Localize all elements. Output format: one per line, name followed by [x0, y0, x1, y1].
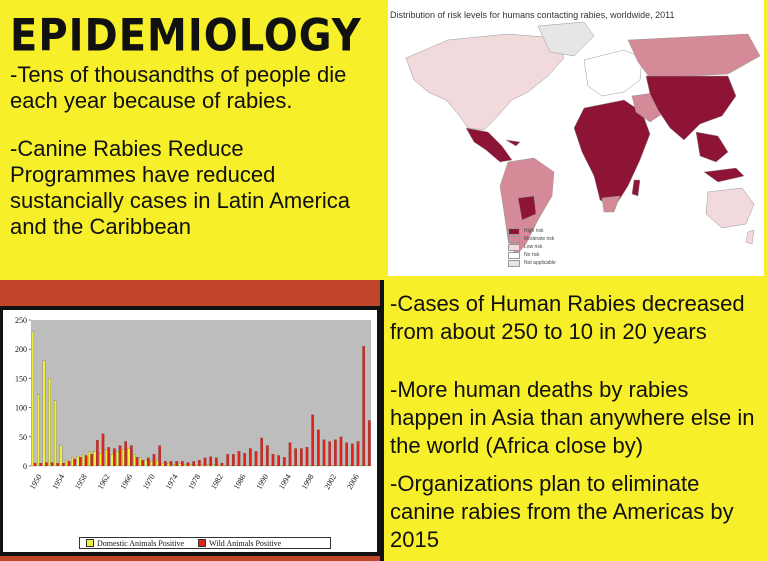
bullet-cases-decreased: -Cases of Human Rabies decreased from about 250 to 10 in 20 years: [390, 291, 745, 344]
map-caribbean: [506, 140, 520, 146]
bullet-asia-deaths: -More human deaths by rabies happen in Asia than anywhere else in the world (Africa close by): [390, 377, 755, 458]
bar-domestic: [309, 465, 311, 466]
map-legend: [508, 227, 556, 267]
bar-wild: [62, 463, 64, 466]
bar-domestic: [354, 465, 356, 466]
map-asia: [646, 76, 736, 140]
bar-wild: [159, 446, 161, 466]
bar-wild: [278, 455, 280, 466]
bar-wild: [238, 451, 240, 466]
bar-wild: [329, 441, 331, 466]
map-madagascar: [632, 180, 640, 196]
bar-domestic: [37, 395, 39, 466]
bar-wild: [68, 461, 70, 466]
bar-domestic: [264, 465, 266, 466]
bar-domestic: [218, 465, 220, 466]
bar-wild: [351, 444, 353, 466]
bar-domestic: [111, 454, 113, 466]
map-indonesia: [704, 168, 744, 182]
world-map: [388, 0, 764, 276]
bar-wild: [295, 448, 297, 466]
rabies-bar-chart: [3, 310, 377, 552]
bar-wild: [249, 448, 251, 466]
legend-high-risk: High risk: [508, 227, 556, 235]
bottom-left-panel: [0, 280, 384, 561]
bar-domestic: [275, 465, 277, 466]
x-tick-label: 1978: [186, 472, 203, 491]
bar-domestic: [235, 465, 237, 466]
bar-domestic: [230, 465, 232, 466]
bar-domestic: [292, 465, 294, 466]
map-title: Distribution of risk levels for humans contacting rabies, worldwide, 2011: [390, 10, 675, 20]
y-tick-label: 150: [15, 374, 27, 384]
bar-domestic: [77, 456, 79, 466]
bar-wild: [232, 454, 234, 466]
map-southeast-asia: [696, 132, 728, 162]
bar-domestic: [43, 361, 45, 466]
legend-wild-swatch: [198, 539, 206, 547]
bar-domestic: [303, 465, 305, 466]
bar-domestic: [343, 465, 345, 466]
x-tick-label: 1950: [27, 472, 44, 491]
bar-domestic: [60, 446, 62, 466]
bar-wild: [272, 454, 274, 466]
bar-wild: [51, 462, 53, 466]
x-tick-label: 1962: [95, 472, 112, 491]
y-tick-label: 250: [15, 316, 27, 325]
bar-wild: [300, 448, 302, 466]
plot-background: [31, 320, 371, 466]
bar-domestic: [156, 460, 158, 466]
map-australia: [706, 188, 754, 228]
x-tick-label: 1986: [231, 472, 248, 491]
bar-domestic: [48, 378, 50, 466]
y-tick-label: 50: [19, 432, 27, 442]
bar-domestic: [269, 465, 271, 466]
map-southern-africa: [602, 196, 620, 212]
world-map-figure: [388, 0, 764, 276]
bar-wild: [79, 457, 81, 466]
x-tick-label: 1990: [254, 472, 271, 491]
x-tick-label: 1966: [118, 472, 135, 491]
bar-domestic: [128, 448, 130, 466]
bar-wild: [113, 448, 115, 466]
legend-low-risk: Low risk: [508, 243, 556, 251]
x-tick-label: 1974: [163, 472, 180, 491]
legend-not-applicable: Not applicable: [508, 259, 556, 267]
x-tick-label: 1982: [209, 472, 225, 491]
bar-domestic: [133, 454, 135, 466]
bar-wild: [147, 458, 149, 466]
map-russia: [628, 34, 760, 78]
legend-moderate-risk: Moderate risk: [508, 235, 556, 243]
bar-domestic: [332, 465, 334, 466]
bar-domestic: [349, 465, 351, 466]
bar-wild: [45, 462, 47, 466]
bar-wild: [340, 437, 342, 466]
bar-wild: [357, 441, 359, 466]
chart-area: [3, 310, 377, 552]
bar-wild: [210, 457, 212, 466]
bar-wild: [204, 458, 206, 466]
bar-domestic: [252, 465, 254, 466]
top-left-panel: [0, 0, 384, 280]
bar-domestic: [184, 464, 186, 466]
bar-domestic: [213, 465, 215, 466]
bar-domestic: [201, 464, 203, 466]
bar-wild: [289, 443, 291, 466]
bar-domestic: [173, 464, 175, 466]
bullet-deaths: -Tens of thousandths of people die each year because of rabies.: [10, 62, 347, 113]
bar-wild: [198, 460, 200, 466]
chart-legend: [79, 537, 331, 549]
bar-domestic: [94, 451, 96, 466]
x-tick-label: 1958: [73, 472, 89, 491]
y-tick-label: 0: [23, 462, 27, 471]
bar-wild: [136, 457, 138, 466]
map-north-america: [406, 34, 564, 130]
bar-domestic: [196, 465, 198, 466]
top-right-panel: [384, 0, 768, 280]
bar-domestic: [315, 465, 317, 466]
x-tick-label: 1954: [50, 472, 67, 491]
bar-wild: [85, 455, 87, 466]
bar-domestic: [54, 401, 56, 466]
x-tick-label: 1998: [299, 472, 316, 491]
bar-wild: [91, 454, 93, 466]
bar-domestic: [150, 461, 152, 466]
bar-domestic: [298, 465, 300, 466]
bullet-eliminate-goal: -Organizations plan to eliminate canine rabies from the Americas by 2015: [390, 471, 734, 552]
x-tick-label: 2002: [322, 472, 339, 491]
bar-wild: [130, 446, 132, 466]
bar-domestic: [179, 464, 181, 466]
slide-title: EPIDEMIOLOGY: [10, 10, 362, 62]
bar-domestic: [145, 460, 147, 466]
bar-domestic: [31, 332, 33, 466]
bar-wild: [40, 463, 42, 466]
bullet-programmes: -Canine Rabies Reduce Programmes have reduced sustancially cases in Latin America and the Caribbean: [10, 136, 350, 239]
bar-wild: [244, 453, 246, 466]
bar-wild: [306, 447, 308, 466]
y-tick-label: 100: [15, 403, 27, 413]
bar-domestic: [105, 450, 107, 466]
map-europe: [584, 50, 642, 96]
bar-wild: [283, 457, 285, 466]
bar-wild: [193, 461, 195, 466]
bar-domestic: [366, 465, 368, 466]
bar-domestic: [320, 465, 322, 466]
bottom-right-panel: [384, 280, 768, 561]
bar-domestic: [190, 464, 192, 466]
bar-domestic: [88, 451, 90, 466]
bar-domestic: [337, 465, 339, 466]
x-tick-label: 1970: [141, 472, 157, 491]
x-tick-label: 1994: [277, 472, 293, 491]
bar-wild: [227, 454, 229, 466]
bar-wild: [108, 447, 110, 466]
bar-wild: [215, 458, 217, 466]
bar-domestic: [122, 450, 124, 466]
bar-wild: [119, 446, 121, 466]
bar-domestic: [162, 463, 164, 466]
bar-domestic: [286, 465, 288, 466]
bar-wild: [176, 461, 178, 466]
bar-domestic: [167, 463, 169, 466]
bar-wild: [153, 454, 155, 466]
bar-domestic: [139, 458, 141, 466]
bar-domestic: [241, 465, 243, 466]
bar-domestic: [360, 465, 362, 466]
bar-wild: [255, 451, 257, 466]
bar-wild: [317, 430, 319, 466]
bar-domestic: [207, 465, 209, 466]
map-central-america: [466, 128, 512, 162]
bar-wild: [368, 420, 370, 466]
bar-wild: [334, 440, 336, 466]
bar-domestic: [326, 465, 328, 466]
x-tick-label: 2006: [345, 472, 361, 491]
bar-wild: [323, 440, 325, 466]
bar-wild: [125, 441, 127, 466]
legend-no-risk: No risk: [508, 251, 556, 259]
bar-wild: [261, 438, 263, 466]
bar-wild: [74, 459, 76, 466]
bar-wild: [312, 415, 314, 466]
legend-domestic-label: Domestic Animals Positive: [97, 538, 185, 548]
bar-wild: [346, 443, 348, 466]
bar-domestic: [247, 465, 249, 466]
bar-wild: [34, 463, 36, 466]
bar-wild: [181, 461, 183, 466]
legend-wild-label: Wild Animals Positive: [209, 538, 282, 548]
bar-wild: [164, 461, 166, 466]
bar-wild: [187, 462, 189, 466]
bar-domestic: [258, 465, 260, 466]
y-tick-label: 200: [15, 345, 27, 355]
bar-domestic: [281, 465, 283, 466]
map-new-zealand: [746, 230, 754, 244]
bar-wild: [57, 463, 59, 466]
bar-wild: [102, 434, 104, 466]
bar-wild: [266, 446, 268, 466]
bar-wild: [96, 440, 98, 466]
legend-domestic-swatch: [86, 539, 94, 547]
bar-wild: [170, 461, 172, 466]
bar-domestic: [99, 453, 101, 466]
chart-frame: [0, 306, 380, 556]
bar-domestic: [82, 454, 84, 466]
bar-domestic: [224, 465, 226, 466]
bar-domestic: [116, 451, 118, 466]
bar-wild: [363, 346, 365, 466]
bar-wild: [142, 460, 144, 466]
bar-domestic: [65, 460, 67, 466]
bar-wild: [221, 463, 223, 466]
bar-domestic: [71, 457, 73, 466]
